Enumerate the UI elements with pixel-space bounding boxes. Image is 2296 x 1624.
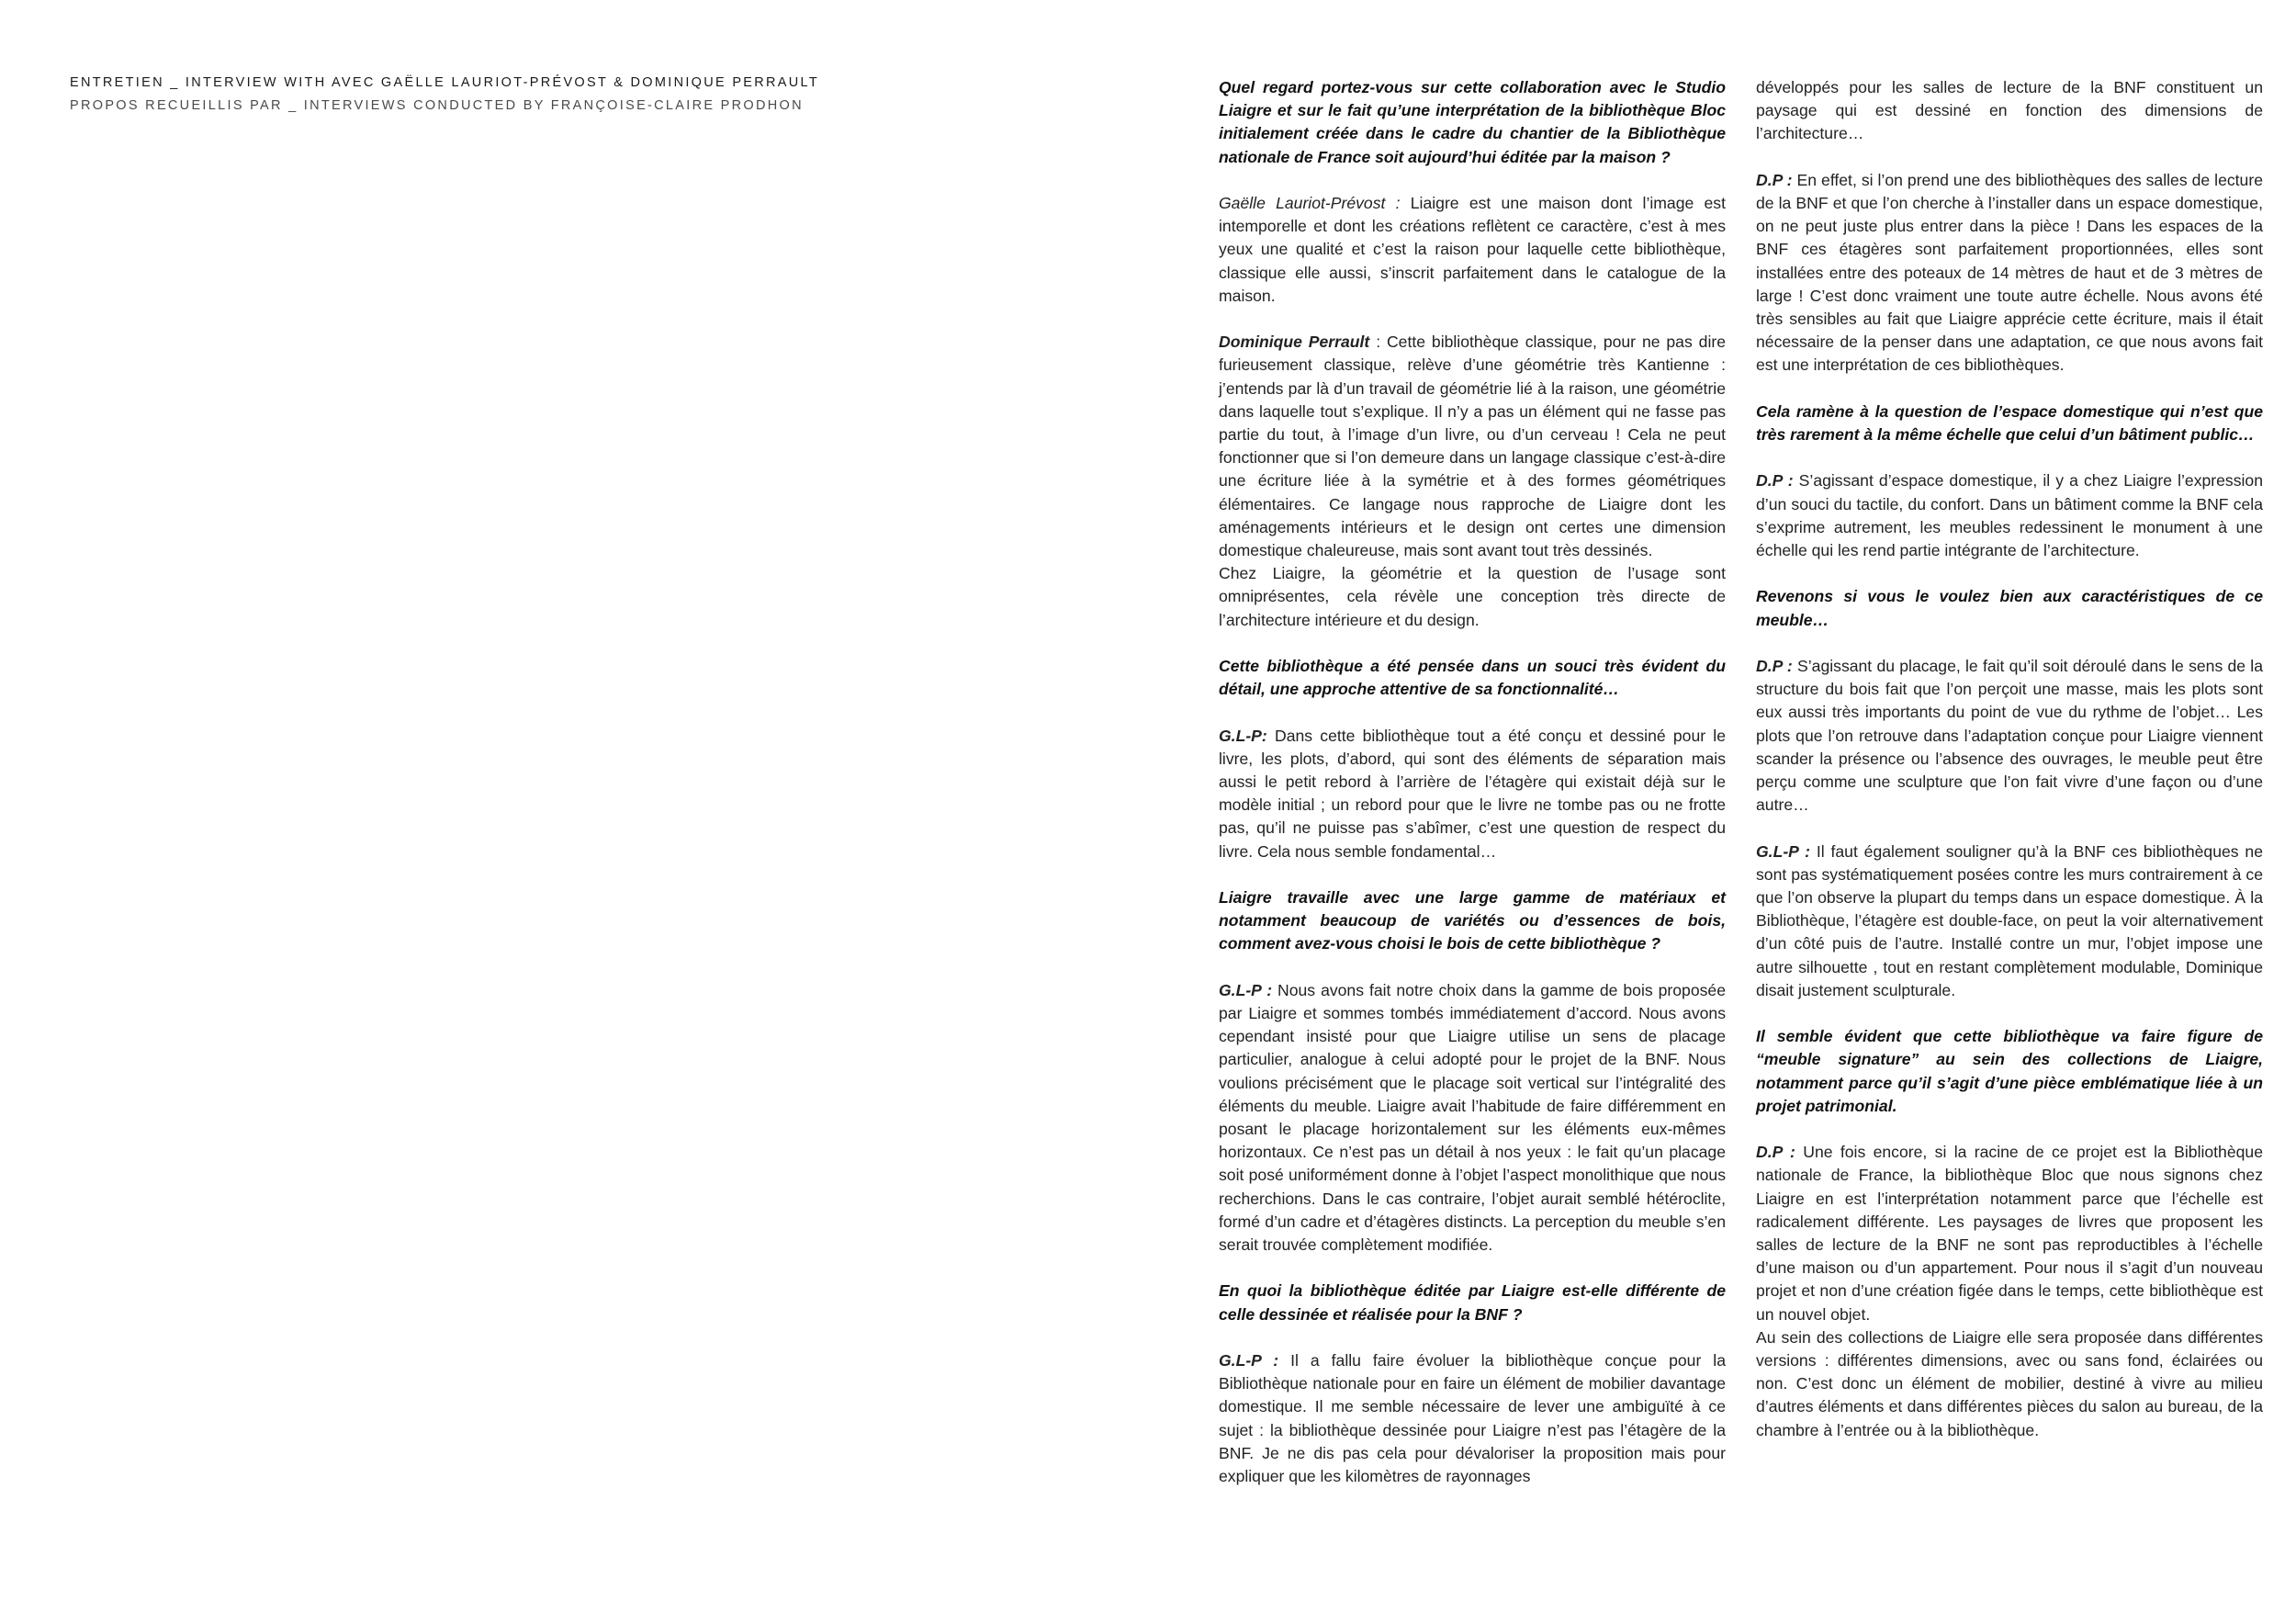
article-header: [70, 72, 1080, 118]
answer-9: [1756, 840, 2263, 1002]
speaker-name: D.P :: [1756, 1143, 1795, 1162]
speaker-name: G.L-P :: [1219, 1351, 1279, 1370]
speaker-name: G.L-P :: [1219, 980, 1273, 999]
answer-5-continued: développés pour les salles de lecture de la BNF constituent un paysage qui est dessiné en fonction des dimensions de l’architecture…: [1756, 78, 2263, 143]
question-2: Cette bibliothèque a été pensée dans un souci très évident du détail, une approche attentive de sa fonctionnalité…: [1219, 657, 1726, 699]
question-6: Revenons si vous le voulez bien aux caractéristiques de ce meuble…: [1756, 587, 2263, 629]
text-column-right: [1756, 76, 2263, 1442]
answer-2: [1219, 331, 1726, 562]
text-column-left: [1219, 76, 1726, 1488]
answer-text: : Cette bibliothèque classique, pour ne pas dire furieusement classique, relève d’une géométrie très Kantienne : j’entends par là d’un travail de géométrie lié à la raison, une géométrie dans laquelle tout s’explique. Il n’y a pas un élément qui ne fasse pas partie du tout, à l’image d’un livre, ou d’un cerveau ! Cela ne peut fonctionner que si l’on demeure dans un langage classique c’est-à-dire une écriture liée à la symétrie et à des formes géométriques élémentaires. Ce langage nous rapproche de Liaigre dont les aménagements intérieurs et le design ont certes une dimension domestique chaleureuse, mais sont avant tout très dessinés.: [1219, 333, 1726, 560]
question-1: Quel regard portez-vous sur cette collaboration avec le Studio Liaigre et sur le fait qu’une interprétation de la bibliothèque Bloc initialement créée dans le cadre du chantier de la Bibliothèque nationale de France soit aujourd’hui éditée par la maison ?: [1219, 78, 1726, 166]
answer-text: S’agissant du placage, le fait qu’il soit déroulé dans le sens de la structure du bois fait que l’on perçoit une masse, mais les plots sont eux aussi très importants du point de vue du rythme de l’objet… Les plots que l’on retrouve dans l’adaptation conçue pour Liaigre viennent scander la présence ou l’absence des ouvrages, le meuble peut être perçu comme une sculpture que l’on fait vivre d’une façon ou d’une autre…: [1756, 657, 2263, 815]
interview-credit: PROPOS RECUEILLIS PAR _ INTERVIEWS CONDUCTED BY FRANÇOISE-CLAIRE PRODHON: [70, 98, 804, 113]
answer-text: Nous avons fait notre choix dans la gamme de bois proposée par Liaigre et sommes tombés immédiatement d’accord. Nous avons cependant insisté pour que Liaigre utilise un sens de placage particulier, analogue à celui adopté pour le projet de la BNF. Nous voulions précisément que le placage soit vertical sur l’intégralité des éléments du meuble. Liaigre avait l’habitude de faire différemment en posant le placage horizontalement sur les éléments eux-mêmes horizontaux. Ce n’est pas un détail à nos yeux : le fait qu’un placage soit posé uniformément donne à l’objet l’aspect monolithique que nous recherchions. Dans le cas contraire, l’objet aurait semblé hétéroclite, formé d’un cadre et d’étagères distincts. La perception du meuble s’en serait trouvée complètement modifiée.: [1219, 980, 1726, 1255]
answer-3: [1219, 725, 1726, 863]
answer-text: Il a fallu faire évoluer la bibliothèque conçue pour la Bibliothèque nationale pour en faire un élément de mobilier davantage domestique. Il me semble nécessaire de lever une ambiguïté à ce sujet : la bibliothèque dessinée pour Liaigre n’est pas l’étagère de la BNF. Je ne dis pas cela pour dévaloriser la proposition mais pour expliquer que les kilomètres de rayonnages: [1219, 1351, 1726, 1486]
answer-7: [1756, 469, 2263, 562]
answer-text: Une fois encore, si la racine de ce projet est la Bibliothèque nationale de France, la bibliothèque Bloc que nous signons chez Liaigre en est l’interprétation notamment parce que l’échelle est radicalement différente. Les paysages de livres que proposent les salles de lecture de la BNF ne sont pas reproductibles à l’échelle d’une maison ou d’un appartement. Pour nous il s’agit d’un nouveau projet et non d’une création figée dans le temps, cette bibliothèque est un nouvel objet.: [1756, 1143, 2263, 1324]
answer-1: [1219, 192, 1726, 308]
answer-text: S’agissant d’espace domestique, il y a chez Liaigre l’expression d’un souci du tactile, du confort. Dans un bâtiment comme la BNF cela s’exprime autrement, les meubles redessinent le monument à une échelle qui les rend partie intégrante de l’architecture.: [1756, 471, 2263, 560]
question-3: Liaigre travaille avec une large gamme de matériaux et notamment beaucoup de variétés ou d’essences de bois, comment avez-vous choisi le bois de cette bibliothèque ?: [1219, 888, 1726, 953]
question-4: En quoi la bibliothèque éditée par Liaigre est-elle différente de celle dessinée et réalisée pour la BNF ?: [1219, 1281, 1726, 1324]
speaker-name: D.P :: [1756, 170, 1793, 189]
speaker-name: G.L-P:: [1219, 726, 1267, 745]
speaker-name: Gaëlle Lauriot-Prévost :: [1219, 194, 1401, 212]
question-7: Il semble évident que cette bibliothèque va faire figure de “meuble signature” au sein des collections de Liaigre, notamment parce qu’il s’agit d’une pièce emblématique liée à un projet patrimonial.: [1756, 1027, 2263, 1115]
speaker-name: D.P :: [1756, 471, 1794, 491]
answer-6: [1756, 169, 2263, 378]
interview-title: ENTRETIEN _ INTERVIEW WITH AVEC GAËLLE LAURIOT-PRÉVOST & DOMINIQUE PERRAULT: [70, 75, 819, 90]
answer-4: [1219, 979, 1726, 1257]
speaker-name: D.P :: [1756, 657, 1793, 675]
answer-text: Dans cette bibliothèque tout a été conçu et dessiné pour le livre, les plots, d’abord, qui sont des éléments de séparation mais aussi le petit rebord à l’arrière de l’étagère qui existait déjà sur le modèle initial ; un rebord pour que le livre ne tombe pas ou ne frotte pas, qu’il ne puisse pas s’abîmer, c’est une question de respect du livre. Cela nous semble fondamental…: [1219, 726, 1726, 861]
speaker-name: Dominique Perrault: [1219, 333, 1370, 352]
speaker-name: G.L-P :: [1756, 841, 1810, 861]
answer-text: Liaigre est une maison dont l’image est intemporelle et dont les créations reflètent ce caractère, c’est à mes yeux une qualité et c’est la raison pour laquelle cette bibliothèque, classique elle aussi, s’inscrit parfaitement dans le catalogue de la maison.: [1219, 194, 1726, 305]
answer-10-continued: Au sein des collections de Liaigre elle sera proposée dans différentes versions : différentes dimensions, avec ou sans fond, éclairées ou non. C’est donc un élément de mobilier, destiné à vivre au milieu d’autres éléments et dans différentes pièces du salon au bureau, de la chambre à l’entrée ou à la bibliothèque.: [1756, 1327, 2263, 1439]
answer-8: [1756, 655, 2263, 817]
answer-10: [1756, 1141, 2263, 1326]
answer-text: Il faut également souligner qu’à la BNF ces bibliothèques ne sont pas systématiquement posées contre les murs contrairement à ce que l’on observe la plupart du temps dans un espace domestique. À la Bibliothèque, l’étagère est double-face, on peut la voir alternativement d’un côté puis de l’autre. Installé contre un mur, l’objet impose une autre silhouette , tout en restant complètement modulable, Dominique disait justement sculpturale.: [1756, 841, 2263, 999]
answer-2-continued: Chez Liaigre, la géométrie et la question de l’usage sont omniprésentes, cela révèle une conception très directe de l’architecture intérieure et du design.: [1219, 564, 1726, 629]
answer-5: [1219, 1349, 1726, 1488]
answer-text: En effet, si l’on prend une des bibliothèques des salles de lecture de la BNF et que l’on cherche à l’installer dans un espace domestique, on ne peut juste plus entrer dans la pièce ! Dans les espaces de la BNF ces étagères sont parfaitement proportionnées, elles sont installées entre des poteaux de 14 mètres de haut et de 3 mètres de large ! C’est donc vraiment une toute autre échelle. Nous avons été très sensibles au fait que Liaigre apprécie cette écriture, mais il était nécessaire de la penser dans une adaptation, ce que nous avons fait est une interprétation de ces bibliothèques.: [1756, 170, 2263, 375]
question-5: Cela ramène à la question de l’espace domestique qui n’est que très rarement à la même échelle que celui d’un bâtiment public…: [1756, 401, 2263, 445]
